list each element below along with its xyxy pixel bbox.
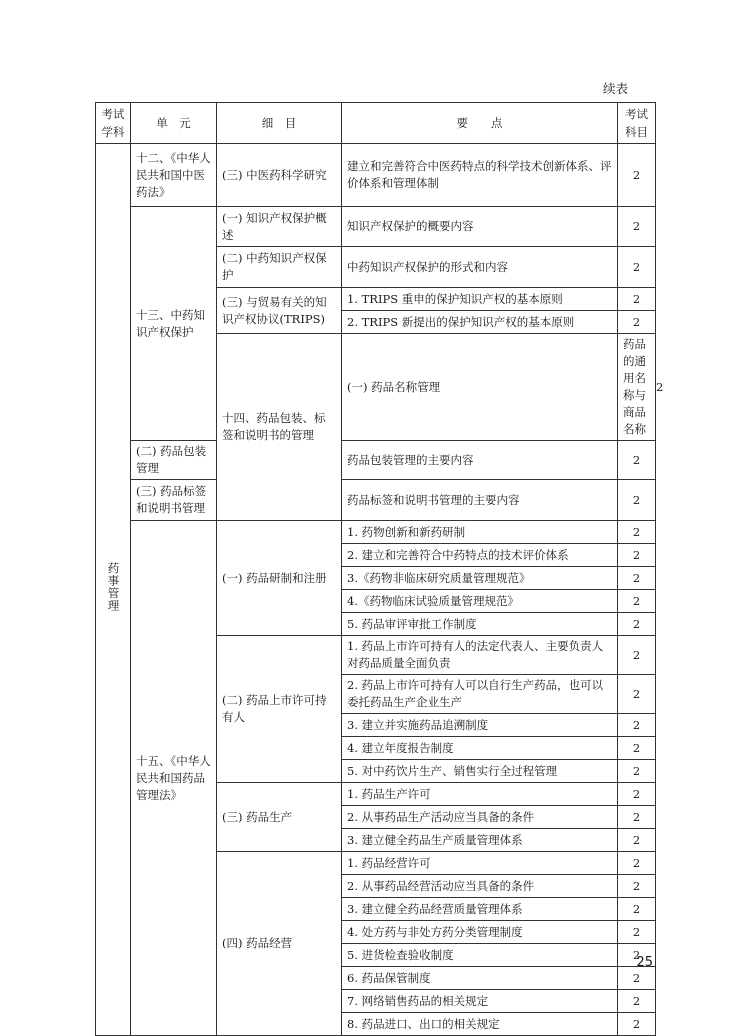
score-cell: 2	[618, 144, 656, 207]
item-cell: (三) 中医药科学研究	[217, 144, 342, 207]
point-cell: 7. 网络销售药品的相关规定	[342, 990, 618, 1013]
point-cell: 1. TRIPS 重申的保护知识产权的基本原则	[342, 288, 618, 311]
item-cell: (三) 与贸易有关的知识产权协议(TRIPS)	[217, 288, 342, 334]
point-cell: 药品包装管理的主要内容	[342, 441, 618, 480]
score-cell: 2	[618, 288, 656, 311]
score-cell: 2	[618, 590, 656, 613]
page-number: 25	[636, 955, 653, 970]
point-cell: 2. 建立和完善符合中药特点的技术评价体系	[342, 544, 618, 567]
score-cell: 2	[618, 636, 656, 675]
item-cell: (三) 药品生产	[217, 783, 342, 852]
score-cell: 2	[618, 311, 656, 334]
point-cell: 建立和完善符合中医药特点的科学技术创新体系、评价体系和管理体制	[342, 144, 618, 207]
table-row	[96, 207, 656, 247]
point-cell: 2. 从事药品经营活动应当具备的条件	[342, 875, 618, 898]
point-cell: 知识产权保护的概要内容	[342, 207, 618, 247]
item-cell: (三) 药品标签和说明书管理	[131, 480, 217, 521]
score-cell: 2	[618, 247, 656, 288]
score-cell: 2	[618, 967, 656, 990]
point-cell: 中药知识产权保护的形式和内容	[342, 247, 618, 288]
continued-label: 续表	[602, 81, 628, 96]
point-cell: 药品标签和说明书管理的主要内容	[342, 480, 618, 521]
score-cell: 2	[618, 714, 656, 737]
point-cell: 2. 从事药品生产活动应当具备的条件	[342, 806, 618, 829]
score-cell: 2	[618, 760, 656, 783]
point-cell: 4. 处方药与非处方药分类管理制度	[342, 921, 618, 944]
score-cell: 2	[618, 544, 656, 567]
subject-cell	[96, 144, 131, 1036]
table-row	[96, 144, 656, 207]
item-cell: (一) 药品研制和注册	[217, 521, 342, 636]
unit-cell: 十四、药品包装、标签和说明书的管理	[217, 334, 342, 521]
item-cell: (一) 药品名称管理	[342, 334, 618, 441]
point-cell: 3.《药物非临床研究质量管理规范》	[342, 567, 618, 590]
point-cell: 3. 建立健全药品生产质量管理体系	[342, 829, 618, 852]
point-cell: 6. 药品保管制度	[342, 967, 618, 990]
header-subject-count: 考试科目	[618, 103, 656, 144]
score-cell: 2	[618, 852, 656, 875]
point-cell: 5. 进货检查验收制度	[342, 944, 618, 967]
point-cell: 2. 药品上市许可持有人可以自行生产药品，也可以委托药品生产企业生产	[342, 675, 618, 714]
header-unit: 单 元	[131, 103, 217, 144]
point-cell: 5. 对中药饮片生产、销售实行全过程管理	[342, 760, 618, 783]
score-cell: 2	[618, 875, 656, 898]
item-cell: (二) 药品上市许可持有人	[217, 636, 342, 783]
unit-cell: 十三、中药知识产权保护	[131, 207, 217, 441]
subject-label: 药事管理	[106, 562, 121, 612]
syllabus-table	[95, 102, 664, 1036]
table-row	[96, 441, 656, 480]
score-cell: 2	[618, 783, 656, 806]
table-row: 十四、药品包装、标签和说明书的管理 (一) 药品名称管理 药品的通用名称与商品名称 2	[96, 334, 656, 441]
score-cell: 2	[618, 898, 656, 921]
point-cell: 2. TRIPS 新提出的保护知识产权的基本原则	[342, 311, 618, 334]
item-cell: (四) 药品经营	[217, 852, 342, 1036]
point-cell: 5. 药品审评审批工作制度	[342, 613, 618, 636]
header-point: 要 点	[342, 103, 618, 144]
score-cell: 2	[618, 613, 656, 636]
score-cell: 2	[618, 737, 656, 760]
score-cell: 2	[618, 944, 656, 967]
point-cell: 4. 建立年度报告制度	[342, 737, 618, 760]
header-subject: 考试学科	[96, 103, 131, 144]
score-cell: 2	[618, 675, 656, 714]
score-cell: 2	[618, 921, 656, 944]
point-cell: 3. 建立健全药品经营质量管理体系	[342, 898, 618, 921]
point-cell: 1. 药品生产许可	[342, 783, 618, 806]
score-cell: 2	[618, 521, 656, 544]
score-cell: 2	[618, 829, 656, 852]
item-cell: (二) 中药知识产权保护	[217, 247, 342, 288]
table-header-row	[96, 103, 656, 144]
point-cell: 药品的通用名称与商品名称	[618, 334, 656, 441]
score-cell: 2	[618, 480, 656, 521]
point-cell: 1. 药物创新和新药研制	[342, 521, 618, 544]
score-cell: 2	[618, 1013, 656, 1036]
point-cell: 1. 药品上市许可持有人的法定代表人、主要负责人对药品质量全面负责	[342, 636, 618, 675]
item-cell: (二) 药品包装管理	[131, 441, 217, 480]
score-cell: 2	[618, 990, 656, 1013]
point-cell: 8. 药品进口、出口的相关规定	[342, 1013, 618, 1036]
point-cell: 4.《药物临床试验质量管理规范》	[342, 590, 618, 613]
table-row	[96, 480, 656, 521]
score-cell: 2	[618, 207, 656, 247]
unit-cell: 十五、《中华人民共和国药品管理法》	[131, 521, 217, 1036]
score-cell: 2	[618, 441, 656, 480]
header-item: 细 目	[217, 103, 342, 144]
score-cell: 2	[618, 806, 656, 829]
unit-cell: 十二、《中华人民共和国中医药法》	[131, 144, 217, 207]
score-cell: 2	[618, 567, 656, 590]
item-cell: (一) 知识产权保护概述	[217, 207, 342, 247]
table-row	[96, 521, 656, 544]
point-cell: 1. 药品经营许可	[342, 852, 618, 875]
point-cell: 3. 建立并实施药品追溯制度	[342, 714, 618, 737]
